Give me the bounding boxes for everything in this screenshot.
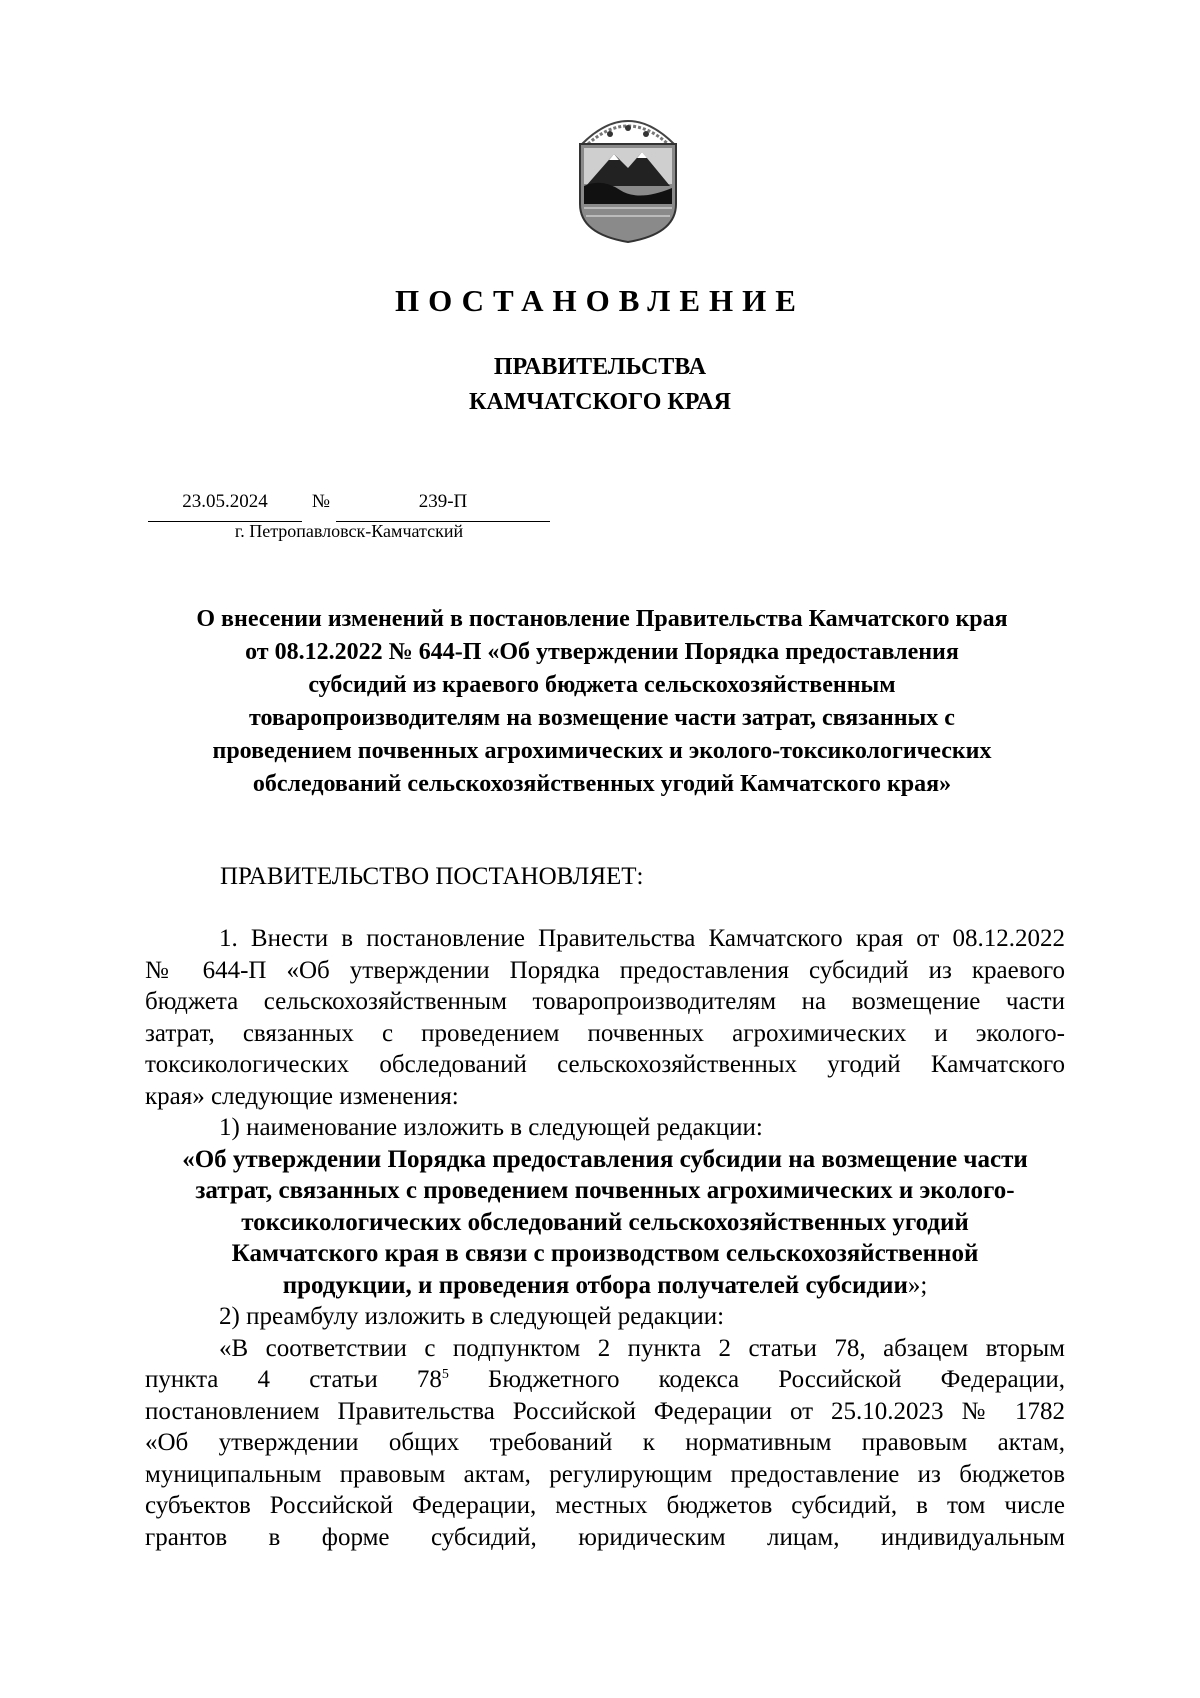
new-title-line: затрат, связанных с проведением почвенных агрохимических и эколого- — [195, 1177, 1015, 1204]
number-sign: № — [311, 491, 331, 512]
new-title-line: Камчатского края в связи с производством сельскохозяйственной — [231, 1240, 979, 1267]
body-line: токсикологических обследований сельскохозяйственных угодий Камчатского — [145, 1051, 1065, 1078]
new-title-line — [145, 1270, 1065, 1302]
preamble-l2-post: Бюджетного кодекса Российской Федерации, — [448, 1366, 1065, 1393]
body-line: края» следующие изменения: — [145, 1082, 459, 1110]
preamble-line: муниципальным правовым актам, регулирующим предоставление из бюджетов — [145, 1460, 1065, 1488]
issuer-line: ПРАВИТЕЛЬСТВА — [493, 354, 707, 380]
body-line: 1. Внести в постановление Правительства Камчатского края от 08.12.2022 — [219, 925, 1065, 952]
new-title-last: продукции, и проведения отбора получателей субсидии — [282, 1271, 908, 1299]
new-title-line: «Об утверждении Порядка предоставления субсидии на возмещение части — [182, 1145, 1028, 1173]
body-line: затрат, связанных с проведением почвенных агрохимических и эколого- — [145, 1019, 1065, 1047]
body-line: бюджета сельскохозяйственным товаропроизводителям на возмещение части — [145, 988, 1065, 1015]
preamble-line: субъектов Российской Федерации, местных бюджетов субсидий, в том числе — [145, 1492, 1065, 1519]
resolves-heading: ПРАВИТЕЛЬСТВО ПОСТАНОВЛЯЕТ: — [220, 863, 644, 890]
preamble-line: грантов в форме субсидий, юридическим лицам, индивидуальным — [145, 1523, 1065, 1551]
document-type-title: ПОСТАНОВЛЕНИЕ — [395, 283, 805, 318]
body-line: № 644-П «Об утверждении Порядка предоставления субсидий из краевого — [145, 956, 1065, 984]
new-title-tail: »; — [907, 1271, 928, 1299]
issuer-title — [0, 350, 1200, 420]
preamble-line: «В соответствии с подпунктом 2 пункта 2 статьи 78, абзацем вторым — [219, 1334, 1065, 1362]
subject-line: обследований сельскохозяйственных угодий Камчатского края» — [252, 771, 952, 797]
preamble-l2-pre: пункта 4 статьи 78 — [145, 1366, 442, 1393]
kamchatka-coat-of-arms-emblem — [572, 104, 684, 244]
document-city: г. Петропавловск-Камчатский — [234, 521, 464, 541]
subject-line: проведением почвенных агрохимических и эколого-токсикологических — [212, 738, 992, 764]
preamble-line: постановлением Правительства Российской Федерации от 25.10.2023 № 1782 — [145, 1397, 1065, 1425]
item-1: 1) наименование изложить в следующей редакции: — [219, 1114, 763, 1141]
item-2: 2) преамбулу изложить в следующей редакции: — [219, 1303, 725, 1330]
subject-line: товаропроизводителям на возмещение части затрат, связанных с — [249, 705, 955, 731]
document-subject — [132, 603, 1072, 801]
preamble-line — [145, 1364, 1065, 1396]
subject-line: О внесении изменений в постановление Правительства Камчатского края — [196, 606, 1008, 632]
issuer-line: КАМЧАТСКОГО КРАЯ — [468, 389, 732, 415]
subject-line: субсидий из краевого бюджета сельскохозяйственным — [308, 672, 896, 698]
preamble-line: «Об утверждении общих требований к нормативным правовым актам, — [145, 1429, 1065, 1456]
superscript: 5 — [441, 1367, 449, 1382]
document-number: 239-П — [336, 491, 550, 522]
subject-line: от 08.12.2022 № 644-П «Об утверждении Порядка предоставления — [245, 639, 959, 665]
new-title-line: токсикологических обследований сельскохозяйственных угодий — [241, 1208, 969, 1236]
document-body — [145, 923, 1065, 1553]
document-date: 23.05.2024 — [148, 491, 302, 522]
